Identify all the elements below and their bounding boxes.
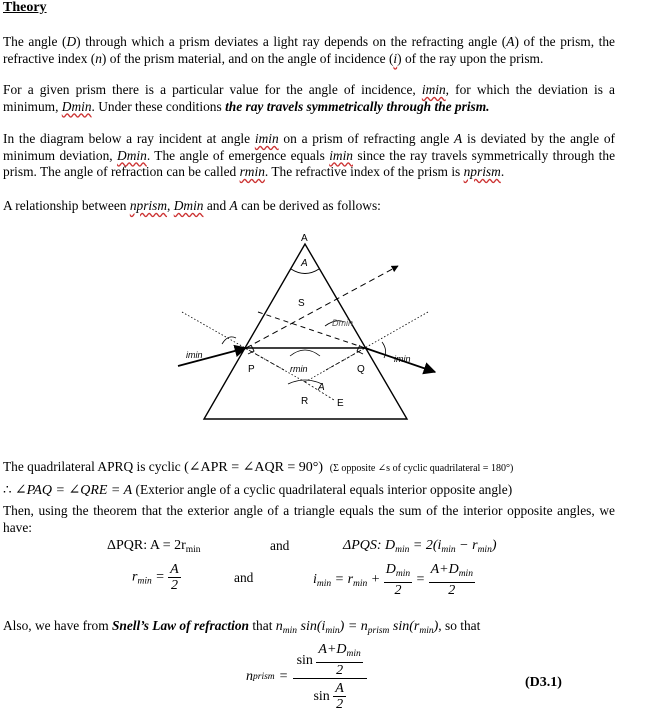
apex-angle-arc: [291, 269, 319, 274]
paragraph-4: A relationship between nprism, Dmin and A can be derived as follows:: [3, 198, 381, 213]
eq-imin: $i_{min} = r_{min}$ + $D_{min}$ 2 = $A+D_{min}$ 2: [313, 562, 473, 598]
label-dmin: Dmin: [332, 318, 354, 328]
prism-diagram: [150, 226, 450, 426]
label-apex: A: [301, 233, 308, 244]
label-s: S: [298, 298, 305, 309]
paragraph-2: For a given prism there is a particular value for the angle of incidence, imin, for which the deviation is a minimum, Dmin. Under these conditions the ray travels symmetrically through the prism.: [3, 82, 615, 114]
equation-label: (D3.1): [525, 675, 562, 690]
therefore-statement: ∴ ∠PAQ = ∠QRE = A (Exterior angle of a cyclic quadrilateral equals interior opposite angle): [3, 482, 513, 498]
eq-final: n prism = sin $A+D_{min}$ 2 sin A 2: [246, 642, 367, 712]
label-imin-right: imin: [394, 354, 411, 364]
imin-arc-left: [222, 337, 236, 344]
prism-triangle: [204, 244, 407, 419]
label-imin-left: imin: [186, 350, 203, 360]
imin-arc-right: [382, 342, 386, 358]
eq-pqs: ΔPQS: $D_{min} = 2(i_{min} - r_{min})$: [343, 538, 497, 555]
label-angle-a: A: [301, 258, 308, 269]
cyclic-statement: The quadrilateral APRQ is cyclic (∠APR = ∠AQR = 90°) (Σ opposite ∠s of cyclic quadrilateral = 180°): [3, 459, 514, 475]
label-e: E: [337, 398, 344, 409]
and-1: and: [270, 538, 290, 553]
paragraph-1: The angle (D) through which a prism deviates a light ray depends on the refracting angle (A) of the prism, the refractive index (n) of the prism material, and on the angle of incidence (i) of the ray upon the prism.: [3, 34, 615, 66]
snell-statement: Also, we have from Snell’s Law of refraction that $n_{min}$ $\sin(i_{min}) = n_{prism}$ $\sin(r_{min})$, so that: [3, 618, 481, 636]
section-heading: Theory: [3, 0, 47, 15]
rmin-arc: [290, 350, 320, 356]
label-rmin: rmin: [290, 364, 308, 374]
label-angle-a2: A: [318, 382, 325, 393]
normal-ext-left: [182, 312, 305, 382]
label-r: R: [301, 396, 309, 407]
label-q: Q: [357, 364, 365, 375]
label-p: P: [248, 364, 255, 375]
and-2: and: [234, 570, 254, 585]
eq-rmin: $r_{min}$ = $\frac{A}{2}$: [132, 562, 179, 593]
paragraph-3: In the diagram below a ray incident at angle imin on a prism of refracting angle A is deviated by the angle of minimum deviation, Dmin. The angle of emergence equals imin since the ray travels symmetrically through the prism. The angle of refraction can be called rmin. The refractive index of the prism is nprism.: [3, 131, 616, 179]
theorem-statement: Then, using the theorem that the exterior angle of a triangle equals the sum of the interior opposite angles, we have:: [3, 503, 615, 535]
eq-pqr: ΔPQR: $A = 2r_{min}$: [107, 538, 201, 555]
normal-ext-right: [305, 312, 428, 382]
